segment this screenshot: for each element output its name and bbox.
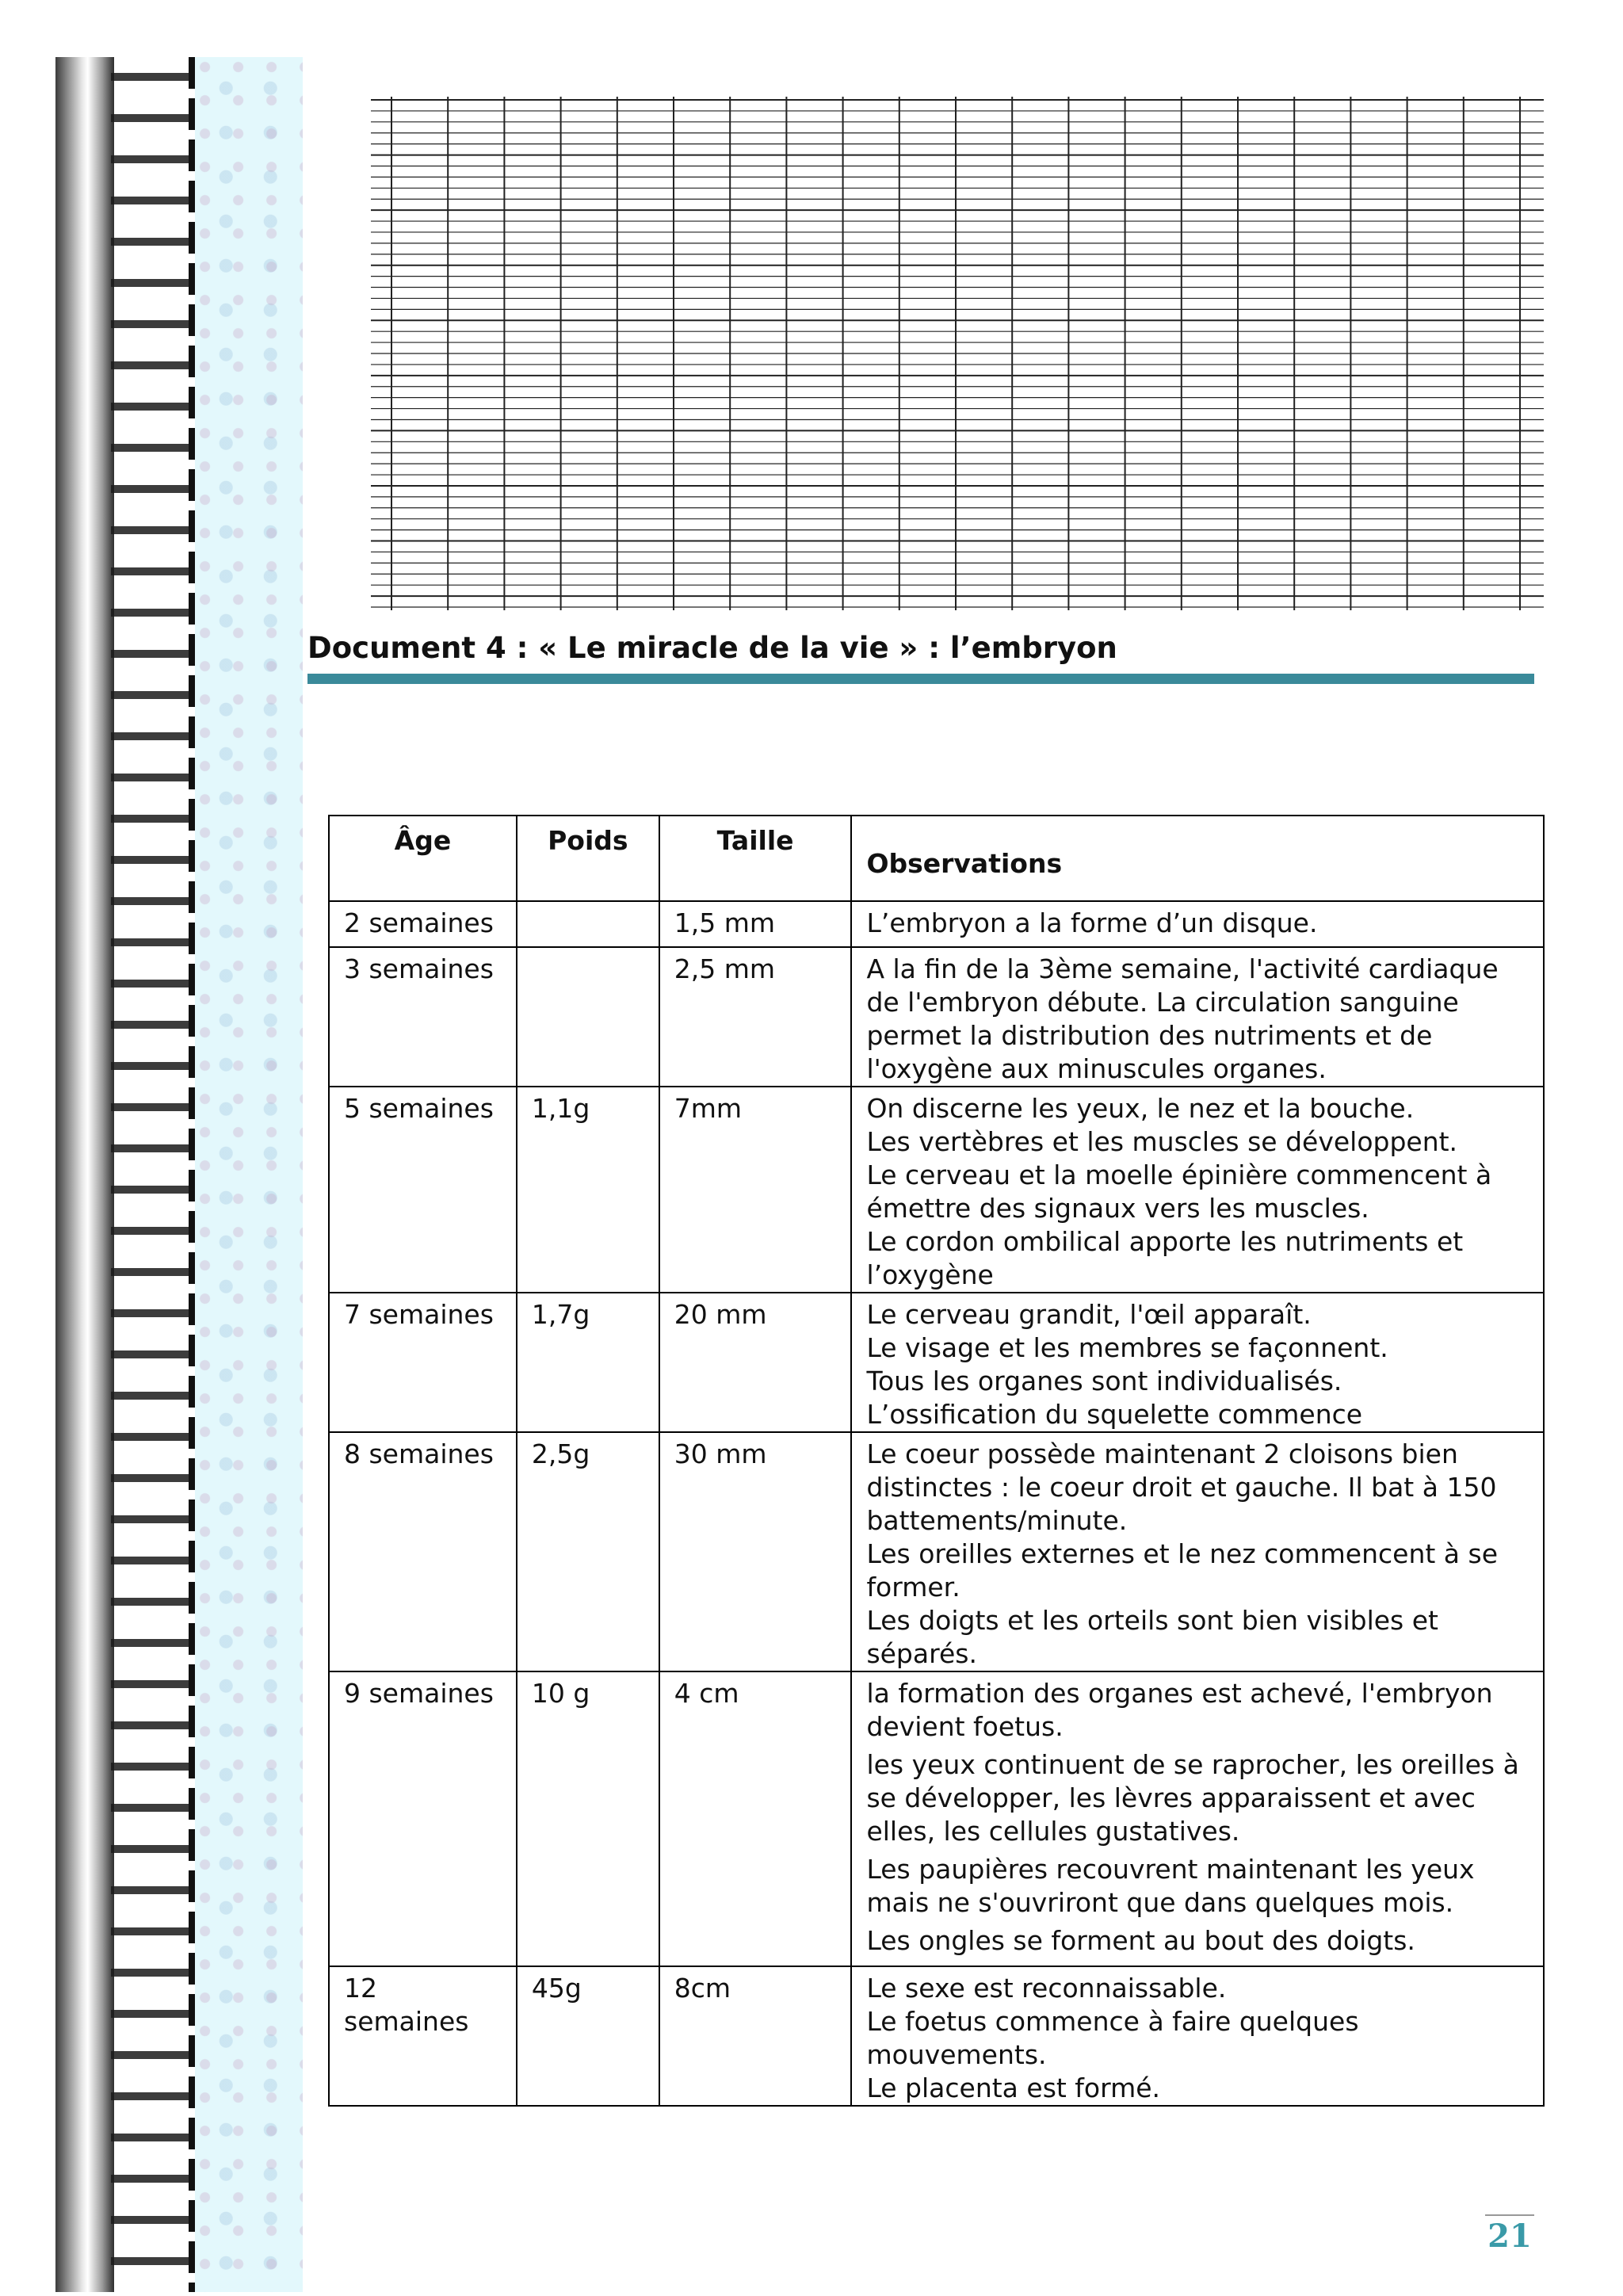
cell-poids: 2,5g [517, 1432, 659, 1671]
observation-line: Le visage et les membres se façonnent. [866, 1332, 1388, 1363]
cell-observations [851, 1293, 1544, 1432]
observation-line: L’embryon a la forme d’un disque. [866, 907, 1318, 938]
observation-line: Le coeur possède maintenant 2 cloisons bien distinctes : le coeur droit et gauche. Il bat à 150 battements/minute. [866, 1438, 1497, 1536]
observation-line: Les doigts et les orteils sont bien visibles et séparés. [866, 1605, 1438, 1669]
cell-taille: 2,5 mm [659, 947, 852, 1087]
observation-line: Tous les organes sont individualisés. [866, 1366, 1342, 1396]
cell-age: 9 semaines [329, 1671, 517, 1966]
observation-line: Les paupières recouvrent maintenant les yeux mais ne s'ouvriront que dans quelques mois. [866, 1854, 1475, 1918]
cell-taille: 20 mm [659, 1293, 852, 1432]
binding-rings [111, 57, 200, 2292]
header-taille: Taille [659, 816, 852, 901]
observation-line: L’ossification du squelette commence [866, 1399, 1363, 1430]
observation-line: Le cerveau et la moelle épinière commencent à émettre des signaux vers les muscles. [866, 1159, 1492, 1224]
cell-observations [851, 1087, 1544, 1293]
cell-taille: 8cm [659, 1966, 852, 2106]
cell-age: 5 semaines [329, 1087, 517, 1293]
header-observations: Observations [851, 816, 1544, 901]
cell-observations [851, 1432, 1544, 1671]
observation-line: la formation des organes est achevé, l'embryon devient foetus. [866, 1678, 1493, 1742]
table-row [329, 1966, 1544, 2106]
cell-poids: 45g [517, 1966, 659, 2106]
cell-age: 3 semaines [329, 947, 517, 1087]
cell-poids: 10 g [517, 1671, 659, 1966]
observation-line: A la fin de la 3ème semaine, l'activité cardiaque de l'embryon débute. La circulation sanguine permet la distribution des nutriments et de l'oxygène aux minuscules organes. [866, 953, 1499, 1084]
table-header-row [329, 816, 1544, 901]
table-row [329, 1293, 1544, 1432]
observation-line: Le sexe est reconnaissable. [866, 1973, 1227, 2004]
binding-ring-edges [189, 57, 195, 2292]
observation-line: On discerne les yeux, le nez et la bouche. [866, 1093, 1415, 1124]
cell-poids: 1,7g [517, 1293, 659, 1432]
observation-line: Le cerveau grandit, l'œil apparaît. [866, 1299, 1312, 1330]
cell-observations [851, 1671, 1544, 1966]
observation-line: Les ongles se forment au bout des doigts. [866, 1925, 1415, 1956]
blank-graph-grid [371, 97, 1544, 610]
table-row [329, 1432, 1544, 1671]
binding-spine [55, 57, 114, 2292]
cell-observations [851, 947, 1544, 1087]
embryo-development-table [328, 815, 1545, 2107]
title-underline [307, 674, 1534, 684]
cell-taille: 1,5 mm [659, 901, 852, 947]
cell-taille: 7mm [659, 1087, 852, 1293]
cell-age: 2 semaines [329, 901, 517, 947]
table-row [329, 1671, 1544, 1966]
cell-taille: 4 cm [659, 1671, 852, 1966]
table-row [329, 901, 1544, 947]
document-title: Document 4 : « Le miracle de la vie » : l’embryon [307, 631, 1117, 665]
header-poids: Poids [517, 816, 659, 901]
observation-line: Les vertèbres et les muscles se développent. [866, 1126, 1458, 1157]
cell-age: 7 semaines [329, 1293, 517, 1432]
cell-taille: 30 mm [659, 1432, 852, 1671]
observation-line: Le placenta est formé. [866, 2073, 1161, 2103]
cell-age: 8 semaines [329, 1432, 517, 1671]
page-number: 21 [1487, 2218, 1532, 2255]
decorative-border-pattern [195, 57, 303, 2292]
table-row [329, 1087, 1544, 1293]
cell-age: 12 semaines [329, 1966, 517, 2106]
page-number-rule [1485, 2214, 1534, 2216]
table-row [329, 947, 1544, 1087]
cell-poids [517, 947, 659, 1087]
header-age: Âge [329, 816, 517, 901]
observation-line: Les oreilles externes et le nez commencent à se former. [866, 1538, 1498, 1603]
cell-observations [851, 901, 1544, 947]
observation-line: Le cordon ombilical apporte les nutriments et l’oxygène [866, 1226, 1464, 1290]
cell-poids [517, 901, 659, 947]
cell-observations [851, 1966, 1544, 2106]
observation-line: les yeux continuent de se raprocher, les oreilles à se développer, les lèvres apparaissent et avec elles, les cellules gustatives. [866, 1749, 1519, 1847]
cell-poids: 1,1g [517, 1087, 659, 1293]
observation-line: Le foetus commence à faire quelques mouvements. [866, 2006, 1359, 2070]
